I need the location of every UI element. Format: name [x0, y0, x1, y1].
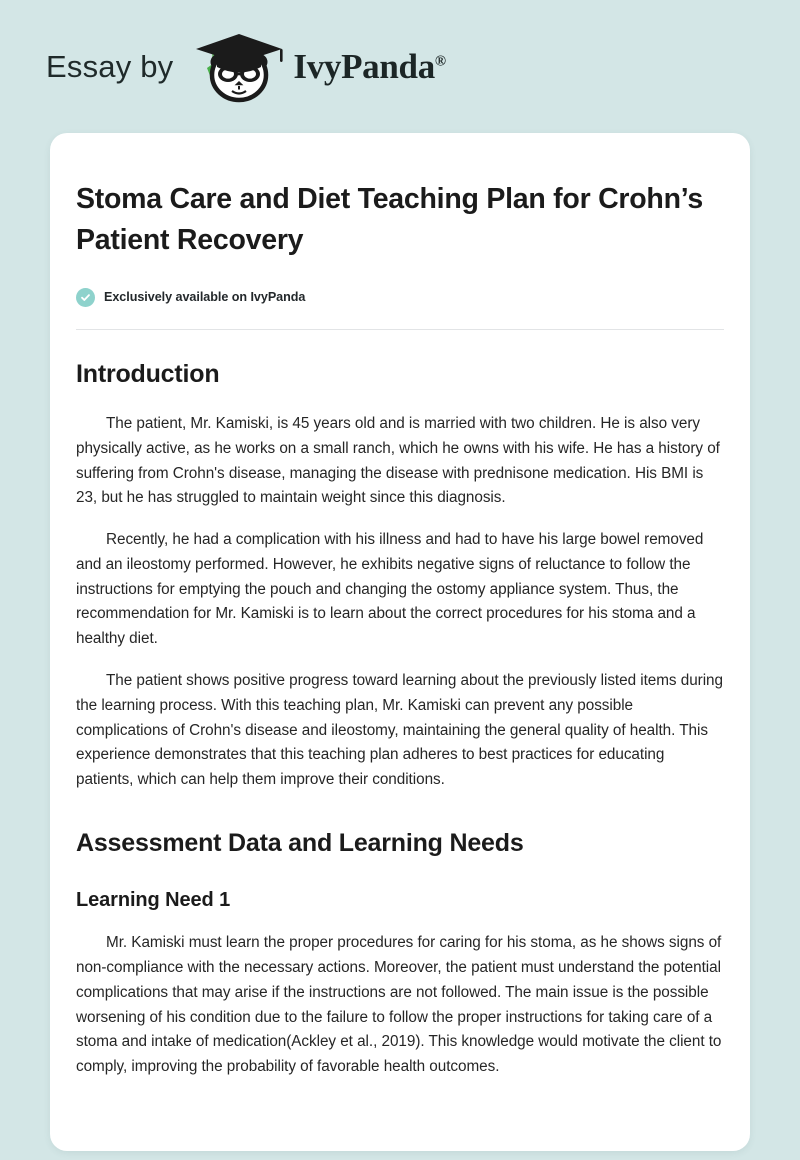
paragraph: The patient shows positive progress toward learning about the previously listed items during the learning process. With this teaching plan, Mr. Kamiski can prevent any possible complications of Crohn's disease and ileostomy, maintaining the general quality of health. This experience demonstrates that this teaching plan adheres to best practices for educating patients, which can help them improve their conditions. — [76, 672, 723, 789]
paragraph: The patient, Mr. Kamiski, is 45 years old and is married with two children. He is also very physically active, as he works on a small ranch, which he owns with his wife. He has a history of suffering from Crohn's disease, managing the disease with prednisone medication. His BMI is 23, but he has struggled to maintain weight since this diagnosis. — [76, 415, 720, 507]
brand-name-text: IvyPanda — [293, 46, 435, 86]
essay-content — [76, 179, 724, 1080]
header-divider — [76, 329, 724, 330]
paragraph: Recently, he had a complication with his illness and had to have his large bowel removed and an ileostomy performed. However, he exhibits negative signs of reluctance to follow the instructions for emptying the pouch and changing the ostomy appliance system. Thus, the recommendation for Mr. Kamiski is to learn about the correct procedures for his stoma and a healthy diet. — [76, 531, 704, 648]
brand-trademark-symbol: ® — [434, 52, 446, 69]
ivypanda-wordmark — [293, 47, 445, 87]
ivypanda-logo[interactable] — [187, 30, 445, 104]
ivypanda-panda-graduate-logo-icon — [187, 30, 291, 104]
section-heading-introduction: Introduction — [76, 359, 220, 388]
exclusive-badge-label: Exclusively available on IvyPanda — [104, 290, 306, 305]
check-circle-icon — [76, 288, 95, 307]
essay-paper-card — [50, 133, 750, 1151]
page-title: Stoma Care and Diet Teaching Plan for Crohn’s Patient Recovery — [76, 183, 703, 257]
subsection-heading-learning-need-1: Learning Need 1 — [76, 889, 231, 912]
paragraph: Mr. Kamiski must learn the proper procedures for caring for his stoma, as he shows signs of non-compliance with the necessary actions. Moreover, the patient must understand the potential complications that may arise if the instructions are not followed. The main issue is the possible worsening of his condition due to the failure to follow the proper instructions for taking care of a stoma and intake of medication(Ackley et al., 2019). This knowledge would motivate the client to comply, improving the probability of favorable health outcomes. — [76, 934, 722, 1076]
exclusive-availability-badge — [76, 288, 724, 307]
brand-header — [0, 0, 800, 133]
section-heading-assessment-data-and-learning-needs: Assessment Data and Learning Needs — [76, 828, 524, 857]
essay-by-label: Essay by — [46, 48, 174, 84]
